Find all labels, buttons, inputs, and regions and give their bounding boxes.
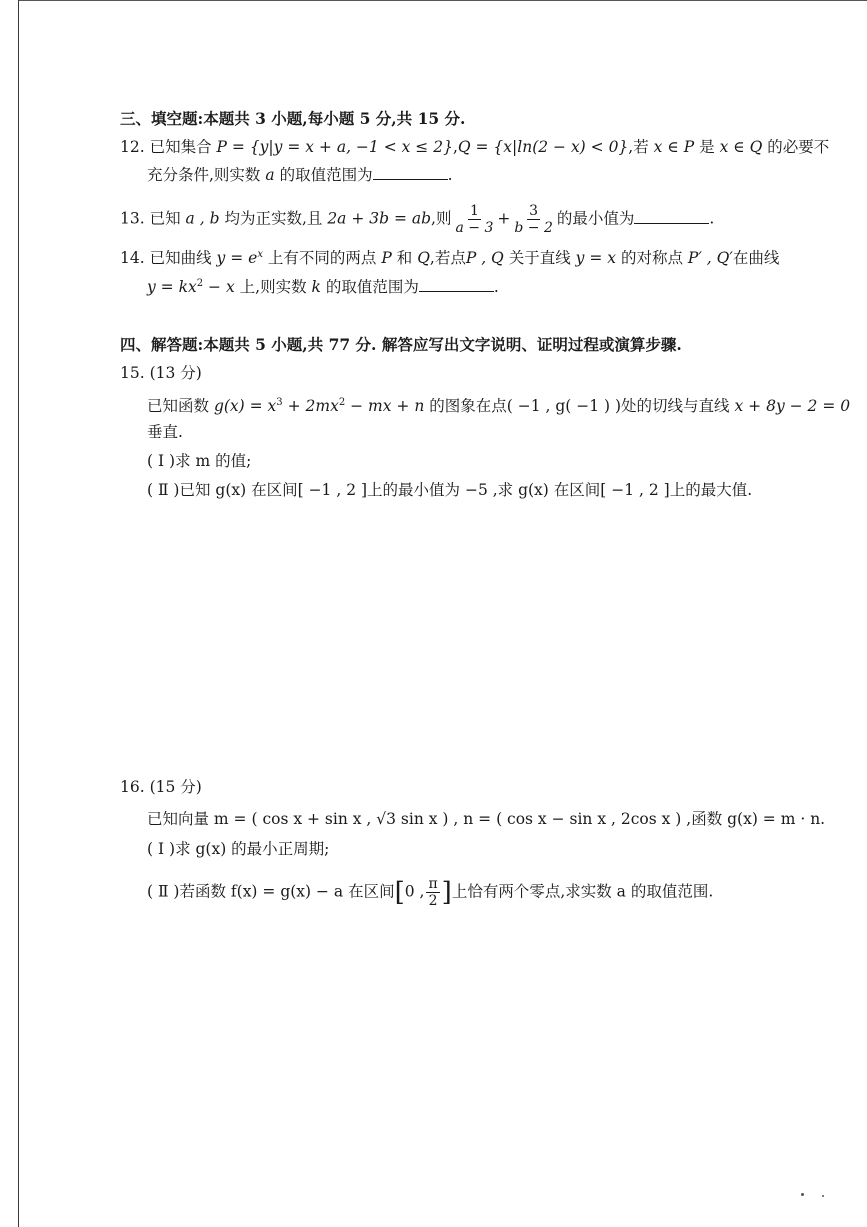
text: 均为正实数,且: [224, 209, 323, 228]
answer-blank: [419, 277, 494, 292]
points: P , Q: [465, 249, 504, 268]
bracket-right: ]: [441, 877, 452, 908]
question-14-line-2: [147, 273, 499, 298]
curve-expression: y = e: [216, 249, 258, 268]
symmetric-points: P′ , Q′: [687, 249, 733, 268]
variables: a , b: [185, 209, 220, 228]
text: ,: [452, 138, 458, 156]
question-15-line-1: [147, 392, 850, 417]
question-12-line-1: [120, 136, 829, 158]
line-expression: y = x: [575, 249, 616, 268]
condition-2: x ∈ Q: [719, 138, 763, 156]
text: 是: [699, 138, 715, 156]
set-p: P = {y|y = x + a, −1 < x ≤ 2}: [216, 138, 453, 156]
condition-1: x ∈ P: [653, 138, 695, 156]
text: +: [497, 209, 511, 228]
variable: a: [265, 166, 275, 184]
curve-expression: y = kx: [147, 278, 197, 297]
text: 的对称点: [620, 249, 683, 268]
text: 已知: [149, 209, 181, 228]
question-number: 12.: [120, 138, 145, 156]
text: 0 ,: [404, 882, 425, 901]
curve-expression: − x: [203, 278, 235, 297]
function-expression: g(x) = x: [213, 397, 277, 416]
page-edge-top: [18, 0, 867, 1]
text: 的取值范围为: [325, 278, 419, 297]
question-14-line-1: [120, 244, 779, 269]
text: 已知曲线: [149, 249, 212, 268]
question-16-part-2: [147, 876, 713, 909]
text: .: [447, 166, 453, 184]
scan-speck: [801, 1193, 804, 1196]
section-heading-solutions: 四、解答题:本题共 5 小题,共 77 分. 解答应写出文字说明、证明过程或演算步骤.: [120, 335, 682, 354]
text: 的最小值为: [556, 209, 635, 228]
variable: k: [311, 278, 321, 297]
equation: 2a + 3b = ab: [327, 209, 432, 228]
question-15-part-2: ( Ⅱ )已知 g(x) 在区间[ −1 , 2 ]上的最小值为 −5 ,求 g(x) 在区间[ −1 , 2 ]上的最大值.: [147, 481, 753, 499]
question-12-line-2: [147, 164, 453, 186]
text: 上,则实数: [239, 278, 307, 297]
denominator: b − 2: [514, 220, 553, 236]
fraction-1: [453, 203, 495, 236]
text: 已知函数: [147, 397, 210, 416]
function-expression: + 2mx: [282, 397, 339, 416]
exponent: 2: [338, 397, 346, 408]
question-16-header: 16. (15 分): [120, 778, 202, 796]
question-15-part-1: ( Ⅰ )求 m 的值;: [147, 452, 252, 470]
point-q: Q: [417, 249, 430, 268]
question-16-line-1: 已知向量 m = ( cos x + sin x , √3 sin x ) , n = ( cos x − sin x , 2cos x ) ,函数 g(x) = m · n.: [147, 810, 826, 828]
text: 在曲线: [732, 249, 780, 268]
text: 已知集合: [149, 138, 212, 156]
denominator: 2: [428, 893, 438, 909]
point-p: P: [381, 249, 392, 268]
exponent: x: [257, 249, 263, 260]
text: 的图象在点( −1 , g( −1 ) )处的切线与直线: [429, 397, 730, 416]
bracket-left: [: [394, 877, 405, 908]
numerator: 3: [529, 203, 539, 219]
exponent: 2: [196, 278, 204, 289]
scan-speck: [822, 1195, 824, 1197]
line-expression: x + 8y − 2 = 0: [734, 397, 851, 416]
question-number: 14.: [120, 249, 145, 268]
page-edge-left: [18, 0, 19, 1227]
text: 上恰有两个零点,求实数 a 的取值范围.: [451, 882, 714, 901]
text: .: [709, 209, 715, 228]
text: ,则: [431, 209, 452, 228]
text: 的取值范围为: [279, 166, 373, 184]
question-number: 13.: [120, 209, 145, 228]
text: 充分条件,则实数: [147, 166, 261, 184]
text: 上有不同的两点: [267, 249, 377, 268]
question-16-part-1: ( Ⅰ )求 g(x) 的最小正周期;: [147, 840, 330, 858]
text: ( Ⅱ )若函数 f(x) = g(x) − a 在区间: [147, 882, 395, 901]
fraction-2: [512, 203, 555, 236]
numerator: 1: [469, 203, 479, 219]
fraction-pi-over-2: [426, 876, 439, 909]
question-13: [120, 203, 714, 236]
section-heading-fill-in: 三、填空题:本题共 3 小题,每小题 5 分,共 15 分.: [120, 109, 466, 128]
exponent: 3: [276, 397, 283, 408]
denominator: a − 3: [455, 220, 494, 236]
answer-blank: [373, 165, 448, 180]
question-15-header: 15. (13 分): [120, 364, 202, 382]
text: ,若点: [429, 249, 466, 268]
text: 的必要不: [767, 138, 830, 156]
numerator: π: [428, 876, 438, 892]
question-15-line-2: 垂直.: [147, 423, 183, 441]
text: .: [493, 278, 499, 297]
text: 关于直线: [508, 249, 571, 268]
text: ,若: [628, 138, 649, 156]
function-expression: − mx + n: [345, 397, 425, 416]
set-q: Q = {x|ln(2 − x) < 0}: [457, 138, 629, 156]
answer-blank: [634, 209, 709, 224]
text: 和: [396, 249, 413, 268]
